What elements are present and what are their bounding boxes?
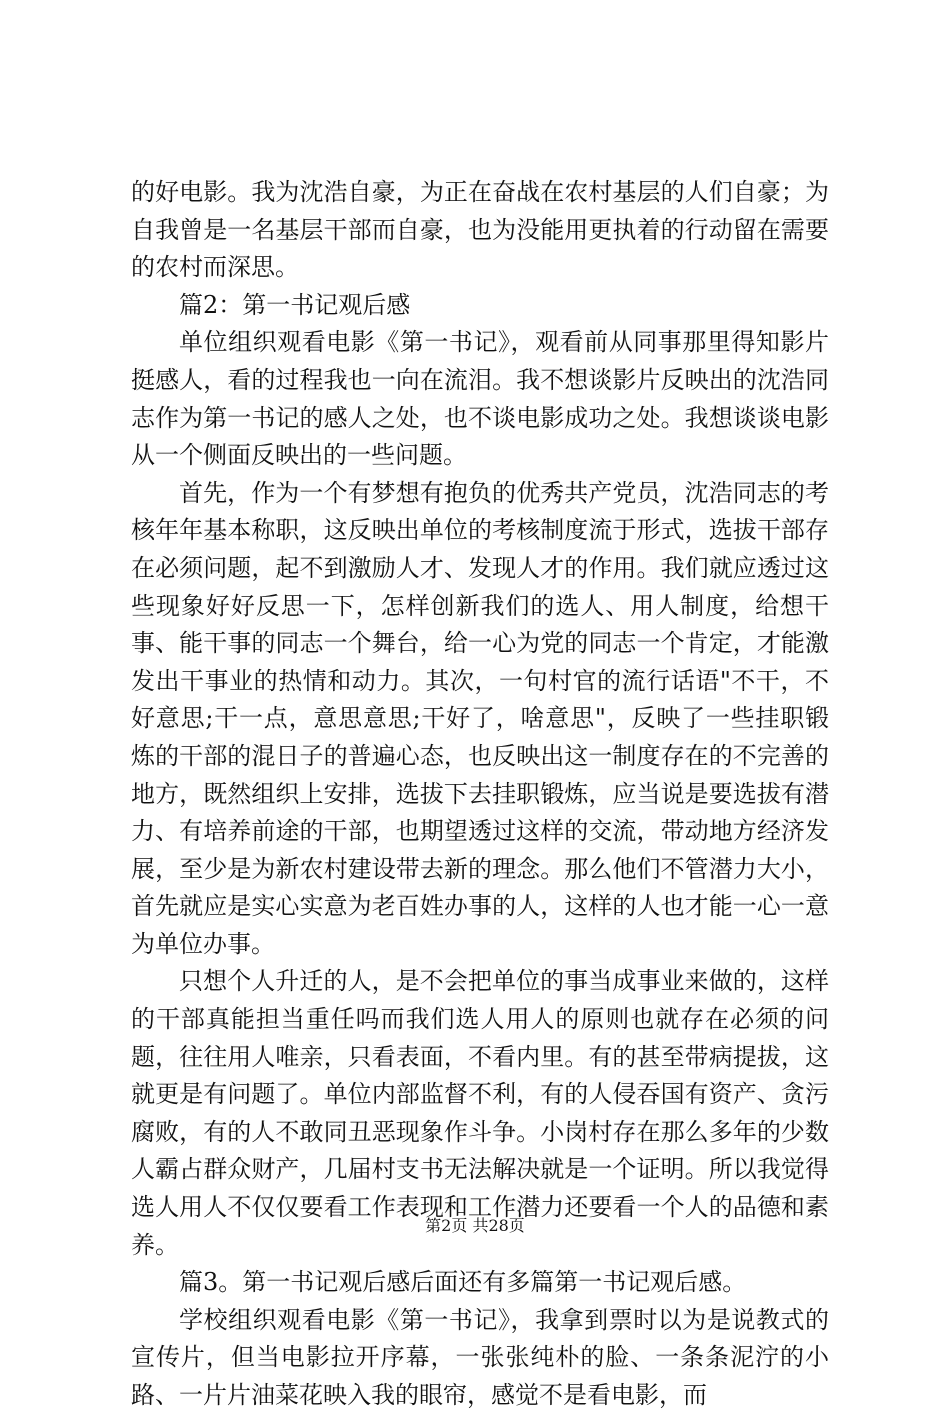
paragraph-3: 首先，作为一个有梦想有抱负的优秀共产党员，沈浩同志的考核年年基本称职，这反映出单位的考核制度流于形式，选拔干部存在必须问题，起不到激励人才、发现人才的作用。我们就应透过这些现象好好反思一下，怎样创新我们的选人、用人制度，给想干事、能干事的同志一个舞台，给一心为党的同志一个肯定，才能激发出干事业的热情和动力。其次，一句村官的流行话语"不干，不好意思;干一点，意思意思;干好了，啥意思"，反映了一些挂职锻炼的干部的混日子的普遍心态，也反映出这一制度存在的不完善的地方，既然组织上安排，选拔下去挂职锻炼，应当说是要选拔有潜力、有培养前途的干部，也期望透过这样的交流，带动地方经济发展，至少是为新农村建设带去新的理念。那么他们不管潜力大小，首先就应是实心实意为老百姓办事的人，这样的人也才能一心一意为单位办事。 (131, 478, 829, 958)
paragraph-5: 学校组织观看电影《第一书记》，我拿到票时以为是说教式的宣传片，但当电影拉开序幕，一张张纯朴的脸、一条条泥泞的小路、一片片油菜花映入我的眼帘，感觉不是看电影，而 (131, 1305, 829, 1409)
paragraph-1: 的好电影。我为沈浩自豪，为正在奋战在农村基层的人们自豪；为自我曾是一名基层干部而自豪，也为没能用更执着的行动留在需要的农村而深思。 (131, 178, 829, 282)
section-heading-2: 篇2：第一书记观后感 (179, 290, 411, 319)
paragraph-2: 单位组织观看电影《第一书记》，观看前从同事那里得知影片挺感人，看的过程我也一向在流泪。我不想谈影片反映出的沈浩同志作为第一书记的感人之处，也不谈电影成功之处。我想谈谈电影从一个侧面反映出的一些问题。 (131, 328, 829, 470)
paragraph-4: 只想个人升迁的人，是不会把单位的事当成事业来做的，这样的干部真能担当重任吗而我们选人用人的原则也就存在必须的问题，往往用人唯亲，只看表面，不看内里。有的甚至带病提拔，这就更是有问题了。单位内部监督不利，有的人侵吞国有资产、贪污腐败，有的人不敢同丑恶现象作斗争。小岗村存在那么多年的少数人霸占群众财产，几届村支书无法解决就是一个证明。所以我觉得选人用人不仅仅要看工作表现和工作潜力还要看一个人的品德和素养。 (131, 967, 829, 1259)
section-heading-3: 篇3。第一书记观后感后面还有多篇第一书记观后感。 (179, 1268, 747, 1297)
page-footer: 第2页 共28页 (425, 1216, 525, 1235)
